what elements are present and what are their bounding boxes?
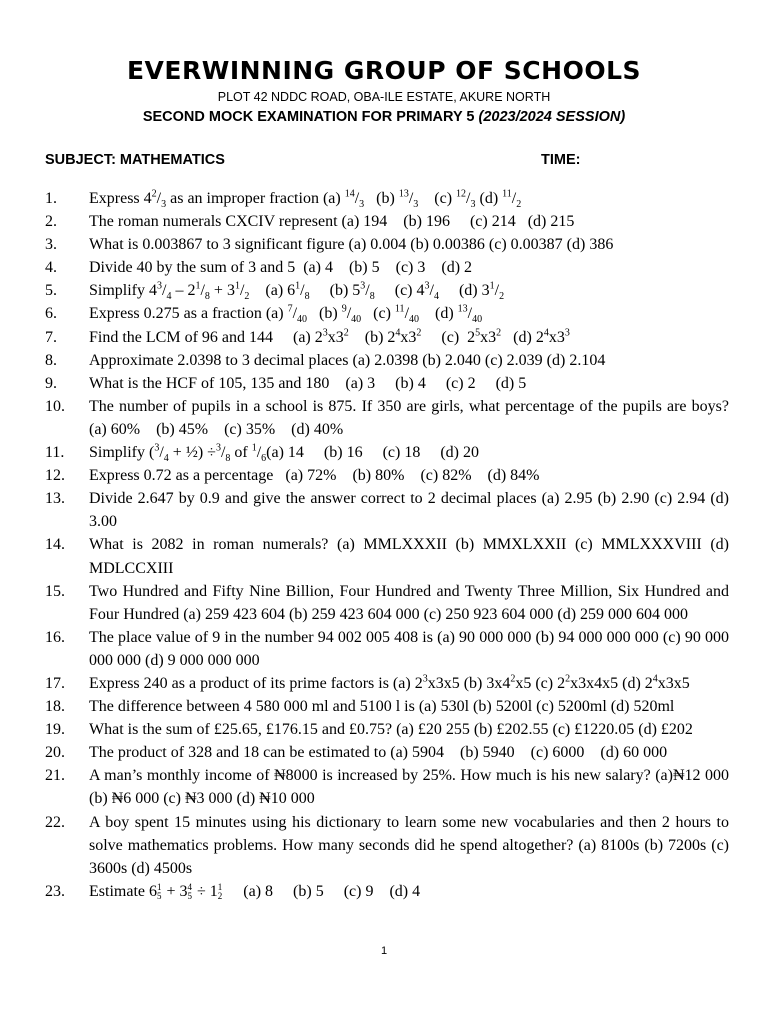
question-text-run: The roman numerals CXCIV represent (a) 194 (b) 196 (c) 214 (d) 215	[89, 213, 575, 231]
superscript: 1	[195, 281, 201, 293]
question-text-run: (b) 2	[348, 328, 396, 346]
fraction-numerator: 4	[187, 882, 193, 893]
exam-session: (2023/2024 SESSION)	[478, 109, 626, 125]
question-text	[89, 626, 733, 672]
question-number: 5.	[45, 282, 57, 300]
question-text	[89, 764, 733, 810]
superscript: 2	[416, 327, 422, 339]
superscript: 1	[295, 281, 301, 293]
question-text-run: ÷ 1	[193, 882, 218, 900]
question-number: 12.	[45, 467, 65, 485]
question-number: 9.	[45, 374, 57, 392]
question-text	[89, 279, 729, 302]
question-text	[89, 210, 729, 233]
question-number: 16.	[45, 628, 65, 646]
subscript: 3	[161, 199, 167, 211]
superscript: 13	[398, 188, 409, 200]
question-item	[45, 372, 729, 395]
exam-title-text: SECOND MOCK EXAMINATION FOR PRIMARY 5	[142, 109, 475, 125]
superscript: 3	[157, 281, 163, 293]
question-text-run: x3	[400, 328, 417, 346]
question-text-run: /	[429, 282, 434, 300]
question-text-run: (c) 4	[374, 282, 425, 300]
question-text-run: Simplify (	[89, 444, 155, 462]
subscript: 6	[261, 453, 267, 465]
question-text-run: Express 0.275 as a fraction (a)	[89, 305, 288, 323]
question-text-run: Find the LCM of 96 and 144 (a) 2	[89, 328, 323, 346]
superscript: 2	[565, 673, 571, 685]
question-text-run: (c)	[418, 190, 457, 207]
question-text-run: (d) 2	[501, 328, 544, 346]
question-number: 13.	[45, 490, 65, 508]
question-number: 2.	[45, 213, 57, 231]
question-number: 10.	[45, 397, 65, 415]
question-text-run: Divide 2.647 by 0.9 and give the answer correct to 2 decimal places (a) 2.95 (b) 2.90 (c) 2.94 (d) 3.00	[89, 490, 733, 531]
question-text-run: + 3	[162, 882, 188, 900]
question-text-run: The product of 328 and 18 can be estimated to (a) 5904 (b) 5940 (c) 6000 (d) 60 000	[89, 744, 668, 762]
question-text-run: as an improper fraction (a)	[166, 190, 345, 207]
question-text-run: Estimate 6	[89, 882, 157, 900]
question-text-run: (b)	[364, 190, 399, 207]
subscript: 8	[369, 291, 375, 303]
question-text	[89, 464, 729, 487]
superscript: 3	[360, 281, 366, 293]
superscript: 9	[341, 304, 347, 316]
question-item	[45, 441, 729, 464]
superscript: 7	[287, 304, 293, 316]
question-text-run: x5 (c) 2	[515, 674, 566, 692]
question-number: 4.	[45, 259, 57, 277]
fraction-denominator: 5	[187, 891, 193, 902]
question-text-run: /	[494, 282, 500, 300]
fraction-denominator: 5	[156, 891, 162, 902]
question-text-run: /	[365, 282, 370, 300]
subscript: 2	[244, 291, 250, 303]
superscript: 2	[510, 673, 516, 685]
question-number: 14.	[45, 536, 65, 554]
time-label: TIME:	[541, 152, 581, 168]
question-text-run: (d)	[419, 305, 458, 323]
question-text-run: A man’s monthly income of ₦8000 is increased by 25%. How much is his new salary? (a)₦12 000 (b) ₦6 000 (c) ₦3 000 (d) ₦10 000	[89, 767, 733, 808]
question-text	[89, 395, 749, 441]
question-text-run: + ½) ÷	[168, 444, 216, 462]
question-number: 6.	[45, 305, 57, 323]
superscript: 3	[422, 673, 428, 685]
question-item	[45, 302, 729, 325]
question-item	[45, 695, 729, 718]
superscript: 1	[489, 281, 495, 293]
question-text-run: (a) 6	[249, 282, 296, 300]
question-item	[45, 764, 733, 810]
question-number: 22.	[45, 813, 65, 831]
question-item	[45, 672, 729, 695]
superscript: 4	[395, 327, 401, 339]
stacked-fraction	[218, 883, 223, 901]
superscript: 3	[322, 327, 328, 339]
question-number: 8.	[45, 351, 57, 369]
superscript: 3	[154, 442, 160, 454]
superscript: 1	[251, 442, 257, 454]
superscript: 4	[543, 327, 549, 339]
question-number: 21.	[45, 767, 65, 785]
question-text-run: /	[511, 190, 517, 207]
question-text	[89, 718, 729, 741]
question-item	[45, 718, 729, 741]
superscript: 13	[457, 304, 468, 316]
question-text	[89, 487, 733, 533]
question-text-run: /	[220, 444, 226, 462]
question-text-run: /	[346, 305, 352, 323]
question-text-run: (c)	[361, 305, 395, 323]
subscript: 2	[499, 291, 505, 303]
question-text-run: Simplify 4	[89, 282, 158, 300]
question-number: 23.	[45, 882, 65, 900]
question-text-run: /	[256, 444, 262, 462]
question-item	[45, 487, 733, 533]
subscript: 40	[472, 314, 483, 326]
question-number: 11.	[45, 444, 65, 462]
question-text-run: of	[230, 444, 252, 462]
superscript: 3	[564, 327, 570, 339]
question-text-run: /	[467, 305, 473, 323]
question-text	[89, 372, 729, 395]
question-item	[45, 187, 729, 210]
question-number: 19.	[45, 721, 65, 739]
fraction-numerator: 1	[217, 882, 223, 893]
question-text	[89, 256, 729, 279]
question-text-run: x3	[327, 328, 344, 346]
question-item	[45, 811, 733, 880]
question-text	[89, 233, 729, 256]
question-text-run: /	[404, 305, 410, 323]
question-text-run: (b)	[307, 305, 342, 323]
question-item	[45, 741, 729, 764]
subscript: 40	[351, 314, 362, 326]
question-text-run: – 2	[171, 282, 196, 300]
question-number: 1.	[45, 190, 57, 207]
question-item	[45, 395, 749, 441]
superscript: 11	[502, 188, 512, 200]
question-text-run: Approximate 2.0398 to 3 decimal places (a) 2.0398 (b) 2.040 (c) 2.039 (d) 2.104	[89, 351, 606, 369]
question-text	[89, 349, 729, 372]
question-number: 17.	[45, 674, 65, 692]
subscript: 4	[166, 291, 172, 303]
question-text-run: What is the sum of £25.65, £176.15 and £0.75? (a) £20 255 (b) £202.55 (c) £1220.05 (d) £202	[89, 721, 693, 739]
question-text-run: The number of pupils in a school is 875. If 350 are girls, what percentage of the pupils are boys? (a) 60% (b) 45% (c) 35% (d) 40%	[89, 397, 749, 438]
question-text-run: /	[200, 282, 205, 300]
stacked-fraction	[188, 883, 193, 901]
exam-title	[0, 109, 768, 125]
question-item	[45, 279, 729, 302]
question-item	[45, 626, 733, 672]
question-text-run: /	[162, 282, 167, 300]
superscript: 3	[424, 281, 430, 293]
question-text-run: (d) 3	[438, 282, 490, 300]
question-number: 18.	[45, 698, 65, 716]
question-item	[45, 326, 729, 349]
question-text	[89, 302, 729, 325]
subscript: 8	[204, 291, 210, 303]
question-text-run: + 3	[209, 282, 235, 300]
question-text-run: Divide 40 by the sum of 3 and 5 (a) 4 (b) 5 (c) 3 (d) 2	[89, 259, 473, 277]
question-text	[89, 326, 729, 349]
question-item	[45, 233, 729, 256]
question-text	[89, 533, 733, 579]
question-text-run: Express 4	[89, 190, 152, 207]
subscript: 2	[516, 199, 522, 211]
question-text-run: Express 0.72 as a percentage (a) 72% (b) 80% (c) 82% (d) 84%	[89, 467, 540, 485]
subscript: 8	[225, 453, 231, 465]
question-number: 7.	[45, 328, 57, 346]
question-number: 3.	[45, 236, 57, 254]
question-text-run: x3x4x5 (d) 2	[570, 674, 653, 692]
superscript: 4	[652, 673, 658, 685]
subscript: 3	[470, 199, 476, 211]
question-item	[45, 256, 729, 279]
question-item	[45, 880, 729, 903]
subscript: 3	[359, 199, 365, 211]
question-text-run: /	[159, 444, 164, 462]
school-address: PLOT 42 NDDC ROAD, OBA-ILE ESTATE, AKURE NORTH	[217, 90, 551, 104]
superscript: 3	[215, 442, 221, 454]
question-text-run: /	[156, 190, 162, 207]
superscript: 14	[344, 188, 355, 200]
subscript: 40	[297, 314, 308, 326]
question-text-run: Two Hundred and Fifty Nine Billion, Four Hundred and Twenty Three Million, Six Hundred and Four Hundred (a) 259 423 604 (b) 259 423 604 000 (c) 250 923 604 000 (d) 259 000 604 000	[89, 582, 733, 623]
question-text-run: What is 0.003867 to 3 significant figure (a) 0.004 (b) 0.00386 (c) 0.00387 (d) 386	[89, 236, 614, 254]
question-item	[45, 533, 733, 579]
question-text	[89, 580, 733, 626]
question-text-run: x3x5 (b) 3x4	[427, 674, 511, 692]
superscript: 1	[234, 281, 240, 293]
question-text-run: x3x5	[657, 674, 690, 692]
question-text	[89, 187, 729, 210]
question-text-run: /	[239, 282, 245, 300]
fraction-numerator: 1	[156, 882, 162, 893]
question-text-run: What is the HCF of 105, 135 and 180 (a) 3 (b) 4 (c) 2 (d) 5	[89, 374, 527, 392]
question-list	[45, 187, 749, 903]
question-item	[45, 580, 733, 626]
superscript: 2	[151, 188, 157, 200]
question-text-run: Express 240 as a product of its prime factors is (a) 2	[89, 674, 423, 692]
question-text-run: (b) 5	[309, 282, 361, 300]
superscript: 11	[394, 304, 405, 316]
question-item	[45, 210, 729, 233]
school-name: EVERWINNING GROUP OF SCHOOLS	[126, 56, 642, 85]
subscript: 8	[304, 291, 310, 303]
subject-label: SUBJECT: MATHEMATICS	[45, 152, 225, 168]
question-text	[89, 880, 729, 903]
stacked-fraction	[157, 883, 162, 901]
question-text-run: The difference between 4 580 000 ml and 5100 l is (a) 530l (b) 5200l (c) 5200ml (d) 520ml	[89, 698, 675, 716]
subscript: 3	[413, 199, 419, 211]
subscript: 4	[163, 453, 169, 465]
question-text	[89, 441, 729, 464]
question-text-run: The place value of 9 in the number 94 002 005 408 is (a) 90 000 000 (b) 94 000 000 000 (c) 90 000 000 000 (d) 9 000 000 000	[89, 628, 733, 669]
question-text-run: /	[300, 282, 305, 300]
question-number: 20.	[45, 744, 65, 762]
superscript: 12	[456, 188, 467, 200]
question-text	[89, 672, 729, 695]
question-text-run: /	[292, 305, 298, 323]
question-text-run: (c) 2	[421, 328, 476, 346]
page-number: 1	[380, 945, 388, 957]
question-text-run: (a) 14 (b) 16 (c) 18 (d) 20	[266, 444, 479, 462]
question-item	[45, 464, 729, 487]
question-text	[89, 741, 729, 764]
question-item	[45, 349, 729, 372]
subscript: 4	[433, 291, 439, 303]
superscript: 5	[475, 327, 481, 339]
subscript: 40	[409, 314, 420, 326]
question-text	[89, 811, 733, 880]
question-text	[89, 695, 729, 718]
question-text-run: (a) 8 (b) 5 (c) 9 (d) 4	[223, 882, 421, 900]
question-text-run: (d)	[475, 190, 503, 207]
question-text-run: What is 2082 in roman numerals? (a) MMLXXXII (b) MMXLXXII (c) MMLXXXVIII (d) MDLCCXIII	[89, 536, 733, 577]
question-text-run: /	[408, 190, 414, 207]
question-number: 15.	[45, 582, 65, 600]
question-text-run: /	[354, 190, 360, 207]
question-text-run: x3	[480, 328, 497, 346]
fraction-denominator: 2	[217, 891, 223, 902]
question-text-run: x3	[548, 328, 565, 346]
question-text-run: /	[466, 190, 471, 207]
superscript: 2	[496, 327, 502, 339]
question-text-run: A boy spent 15 minutes using his dictionary to learn some new vocabularies and then 2 hours to solve mathematics problems. How many seconds did he spend altogether? (a) 8100s (b) 7200s (c) 3600s (d) 4500s	[89, 813, 733, 877]
superscript: 2	[343, 327, 349, 339]
